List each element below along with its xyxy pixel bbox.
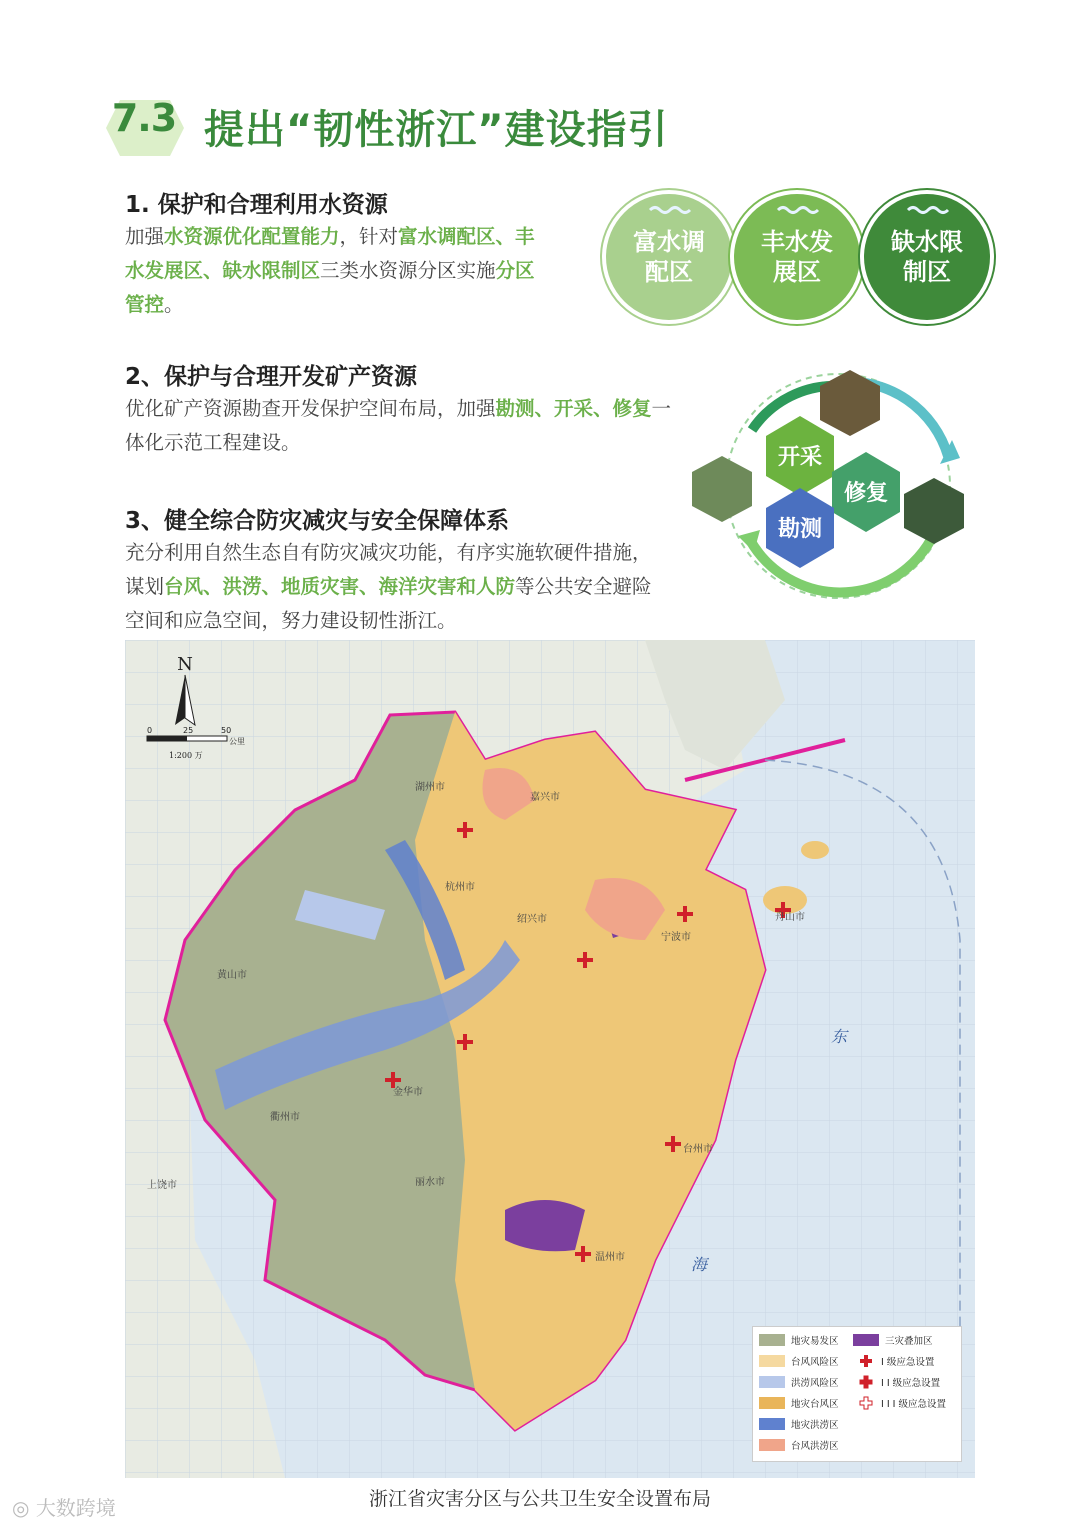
highlight-text: 分区管控 — [125, 259, 535, 316]
highlight-text: 勘测、开采、修复 — [495, 397, 652, 420]
section-heading-1: 1. 保护和合理利用水资源 — [125, 192, 388, 218]
legend-label: 台风风险区 — [791, 1357, 839, 1368]
city-label: 湖州市 — [415, 782, 445, 793]
medical-cross-icon — [859, 1396, 873, 1410]
city-label: 嘉兴市 — [530, 792, 560, 803]
legend-swatch — [759, 1397, 785, 1409]
city-label: 杭州市 — [445, 882, 475, 893]
city-label: 黄山市 — [217, 970, 247, 981]
section-paragraph-2 — [125, 392, 685, 460]
highlight-text: 水资源优化配置能力 — [164, 225, 340, 248]
body-text: 优化矿产资源勘查开发保护空间布局，加强 — [125, 397, 496, 420]
legend-item — [853, 1375, 940, 1389]
legend-swatch — [759, 1355, 785, 1367]
city-label: 金华市 — [393, 1087, 423, 1098]
section-paragraph-3 — [125, 536, 665, 638]
city-label: 绍兴市 — [517, 914, 547, 925]
legend-item — [759, 1417, 839, 1431]
legend-label: 台风洪涝区 — [791, 1441, 839, 1452]
highlight-text: 台风、洪涝、地质灾害、海洋灾害和人防 — [164, 575, 516, 598]
legend-label: 地灾洪涝区 — [791, 1420, 839, 1431]
medical-cross-icon — [859, 1375, 873, 1389]
legend-item — [853, 1396, 946, 1410]
scale-unit: 公里 — [229, 737, 245, 746]
legend-label: 地灾台风区 — [791, 1399, 839, 1410]
city-label: 舟山市 — [775, 912, 805, 923]
city-label: 丽水市 — [415, 1177, 445, 1188]
sea-label: 东 — [831, 1027, 848, 1046]
legend-label: I I 级应急设置 — [881, 1378, 941, 1389]
city-label: 宁波市 — [661, 932, 691, 943]
cycle-label-restore: 修复 — [843, 481, 889, 506]
scale-ratio: 1:200 万 — [169, 751, 203, 760]
mine-photo-icon — [692, 456, 752, 522]
city-label: 衢州市 — [270, 1112, 300, 1123]
city-label: 温州市 — [595, 1252, 625, 1263]
legend-swatch — [759, 1439, 785, 1451]
section-number-badge — [100, 92, 186, 162]
highlight-text: 富水调配区、丰水发展区、缺水限制区 — [125, 225, 535, 282]
page-title: 提出“韧性浙江”建设指引 — [204, 107, 669, 153]
body-text: ，针对 — [339, 225, 399, 248]
zone-label: 富水调配区 — [633, 228, 705, 286]
legend-item — [759, 1438, 839, 1452]
legend-swatch — [759, 1334, 785, 1346]
mining-cycle-diagram — [690, 360, 980, 610]
scale-tick: 50 — [221, 726, 232, 735]
legend-item — [759, 1354, 839, 1368]
legend-item — [759, 1396, 839, 1410]
legend-label: I 级应急设置 — [881, 1357, 935, 1368]
zone-label: 丰水发展区 — [761, 228, 833, 286]
legend-swatch — [759, 1418, 785, 1430]
mine-photo-icon — [904, 478, 964, 544]
scale-tick: 25 — [183, 726, 194, 735]
legend-label: I I I 级应急设置 — [881, 1399, 946, 1410]
body-text: 三类水资源分区实施 — [320, 259, 496, 282]
legend-item — [853, 1354, 934, 1368]
legend-swatch — [853, 1334, 879, 1346]
legend-item — [853, 1333, 933, 1347]
sea-label: 海 — [691, 1255, 708, 1274]
legend-label: 地灾易发区 — [791, 1336, 839, 1347]
body-text: 等公共安全避险空间和应急空间，努力建设韧性浙江。 — [125, 575, 652, 632]
body-text: 加强 — [125, 225, 165, 248]
body-text: 充分利用自然生态自有防灾减灾功能，有序实施软硬件措施，谋划 — [125, 541, 652, 598]
section-heading-3: 3、健全综合防灾减灾与安全保障体系 — [125, 508, 510, 534]
watermark: ◎ 大数跨境 — [12, 1496, 116, 1520]
legend-label: 三灾叠加区 — [885, 1336, 933, 1347]
section-paragraph-1 — [125, 220, 537, 322]
section-heading-2: 2、保护与合理开发矿产资源 — [125, 364, 418, 390]
north-label: N — [177, 654, 193, 675]
section-number: 7.3 — [111, 96, 177, 140]
map-legend — [752, 1326, 962, 1462]
cycle-label-survey: 勘测 — [777, 517, 823, 542]
city-label: 上饶市 — [147, 1180, 177, 1191]
zone-label: 缺水限制区 — [891, 228, 963, 286]
legend-label: 洪涝风险区 — [791, 1378, 839, 1389]
legend-swatch — [759, 1376, 785, 1388]
wave-decoration-icon — [606, 194, 992, 224]
body-text: 。 — [164, 293, 184, 316]
weibo-icon: ◎ — [12, 1496, 36, 1520]
city-label: 台州市 — [683, 1144, 713, 1155]
scale-tick: 0 — [147, 726, 153, 735]
medical-cross-icon — [859, 1354, 873, 1368]
legend-item — [759, 1375, 839, 1389]
legend-item — [759, 1333, 839, 1347]
cycle-label-extract: 开采 — [777, 445, 823, 470]
map-caption: 浙江省灾害分区与公共卫生安全设置布局 — [368, 1488, 711, 1510]
body-text: 一体化示范工程建设。 — [125, 397, 672, 454]
